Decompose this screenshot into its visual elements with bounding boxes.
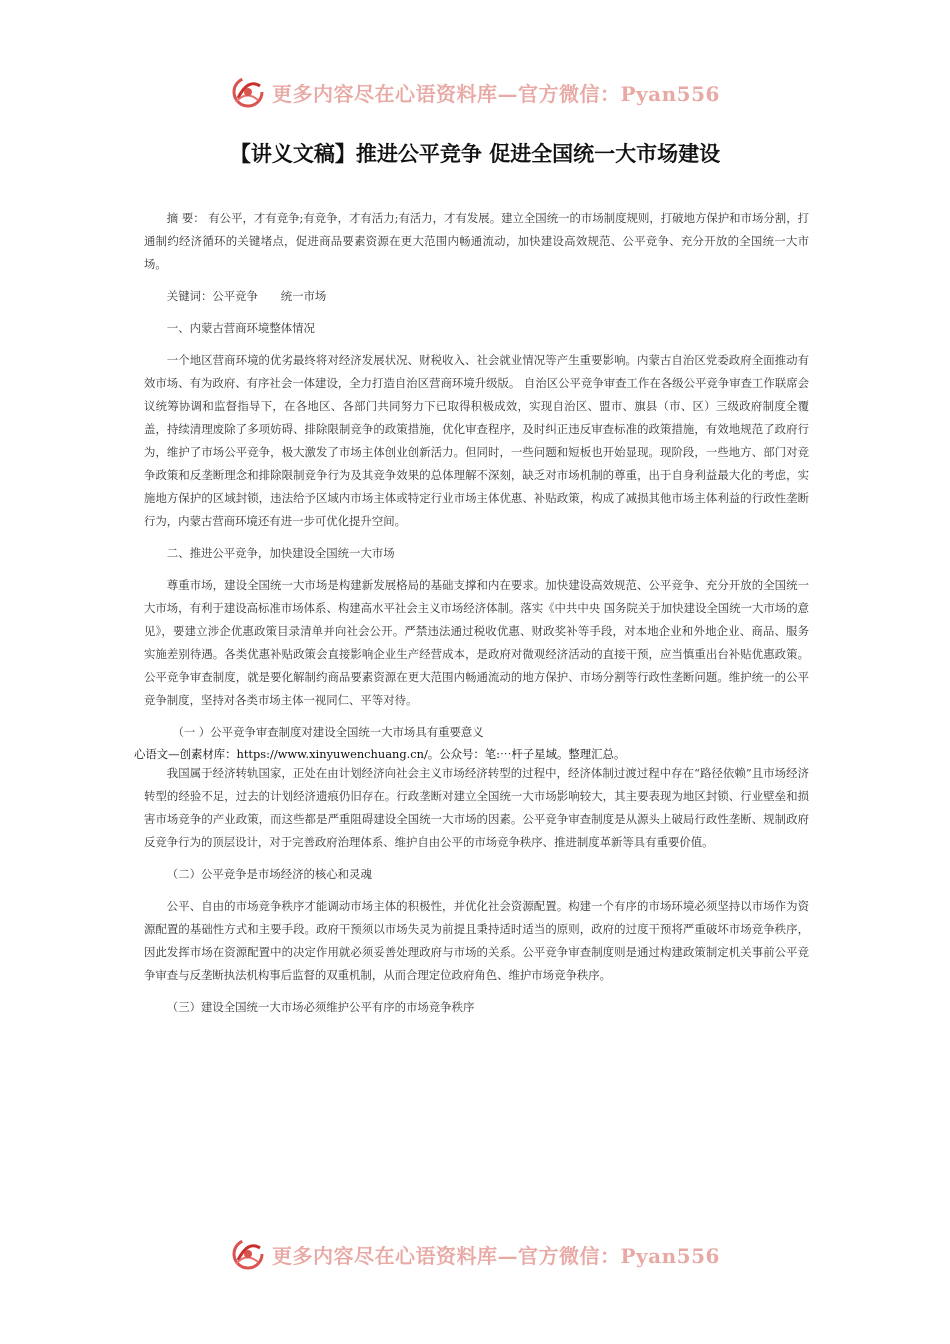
document-body — [134, 207, 809, 1028]
section-1-paragraph: 一个地区营商环境的优劣最终将对经济发展状况、财税收入、社会就业情况等产生重要影响。内蒙古自治区党委政府全面推动有效市场、有为政府、有序社会一体建设，全力打造自治区营商环境升级版。 自治区公平竞争审查工作在各级公平竞争审查工作联席会议统筹协调和监督指导下，在各地区、各部门共同努力下已取得积极成效，实现自治区、盟市、旗县（市、区）三级政府制度全覆盖，持续清理废除了多项妨碍、排除限制竞争的政策措施，优化审查程序，及时纠正违反审查标准的政策措施，有效地规范了政府行为，维护了市场公平竞争，极大激发了市场主体创业创新活力。但同时，一些问题和短板也开始显现。现阶段，一些地方、部门对竞争政策和反垄断理念和排除限制竞争行为及其竞争效果的总体理解不深刻，缺乏对市场机制的尊重，出于自身利益最大化的考虑，实施地方保护的区域封锁，违法给予区域内市场主体或特定行业市场主体优惠、补贴政策，构成了减损其他市场主体利益的行政性垄断行为，内蒙古营商环境还有进一步可优化提升空间。 — [144, 353, 809, 528]
subsection-1-heading: （一 ）公平竞争审查制度对建设全国统一大市场具有重要意义 — [172, 725, 484, 739]
section-2-heading: 二、推进公平竞争，加快建设全国统一大市场 — [166, 546, 395, 560]
subsection-1-paragraph: 我国属于经济转轨国家，正处在由计划经济向社会主义市场经济转型的过程中，经济体制过渡过程中存在“路径依赖”且市场经济转型的经验不足，过去的计划经济遗痕仍旧存在。行政垄断对建立全国统一大市场影响较大，其主要表现为地区封锁、行业壁垒和损害市场竞争的产业政策，而这些都是严重阻碍建设全国统一大市场的因素。公平竞争审查制度是从源头上破局行政性垄断、规制政府反竞争行为的顶层设计，对于完善政府治理体系、维护自由公平的市场竞争秩序、推进制度革新等具有重要价值。 — [144, 766, 809, 849]
header-banner — [228, 72, 728, 112]
swirl-logo-icon — [228, 72, 268, 112]
subsection-2-heading: （二）公平竞争是市场经济的核心和灵魂 — [166, 867, 372, 881]
subsection-3-heading: （三）建设全国统一大市场必须维护公平有序的市场竞争秩序 — [166, 1000, 475, 1014]
document-title: 【讲义文稿】推进公平竞争 促进全国统一大市场建设 — [229, 142, 721, 166]
banner-text: 更多内容尽在心语资料库—官方微信：Pyan556 — [272, 1243, 720, 1268]
subsection-2-paragraph: 公平、自由的市场竞争秩序才能调动市场主体的积极性，并优化社会资源配置。构建一个有序的市场环境必须坚持以市场作为资源配置的基础性方式和主要手段。政府干预须以市场失灵为前提且秉持适时适当的原则，政府的过度干预将严重破坏市场竞争秩序，因此发挥市场在资源配置中的决定作用就必须妥善处理政府与市场的关系。公平竞争审查制度则是通过构建政策制定机关事前公平竞争审查与反垄断执法机构事后监督的双重机制，从而合理定位政府角色、维护市场竞争秩序。 — [144, 899, 809, 982]
keywords: 关键词：公平竞争 统一市场 — [166, 289, 327, 303]
abstract: 摘 要： 有公平，才有竞争;有竞争，才有活力;有活力，才有发展。建立全国统一的市场制度规则，打破地方保护和市场分割，打通制约经济循环的关键堵点，促进商品要素资源在更大范围内畅通流动，加快建设高效规范、公平竞争、充分开放的全国统一大市场。 — [144, 211, 809, 271]
source-note: 心语文—创素材库：https://www.xinyuwenchuang.cn/。公众号：笔:⋯杆子星域。整理汇总。 — [134, 747, 626, 761]
footer-banner — [228, 1234, 728, 1274]
section-1-heading: 一、内蒙古营商环境整体情况 — [166, 321, 315, 335]
section-2-paragraph: 尊重市场，建设全国统一大市场是构建新发展格局的基础支撑和内在要求。加快建设高效规范、公平竞争、充分开放的全国统一大市场，有利于建设高标准市场体系、构建高水平社会主义市场经济体制。落实《中共中央 国务院关于加快建设全国统一大市场的意见》，要建立涉企优惠政策目录清单并向社会公开。严禁违法通过税收优惠、财政奖补等手段，对本地企业和外地企业、商品、服务实施差别待遇。各类优惠补贴政策会直接影响企业生产经营成本，是政府对微观经济活动的直接干预，应当慎重出台补贴优惠政策。公平竞争审查制度，就是要化解制约商品要素资源在更大范围内畅通流动的地方保护、市场分割等行政性垄断问题。维护统一的公平竞争制度，坚持对各类市场主体一视同仁、平等对待。 — [144, 578, 809, 707]
banner-text: 更多内容尽在心语资料库—官方微信：Pyan556 — [272, 81, 720, 106]
swirl-logo-icon — [228, 1234, 268, 1274]
